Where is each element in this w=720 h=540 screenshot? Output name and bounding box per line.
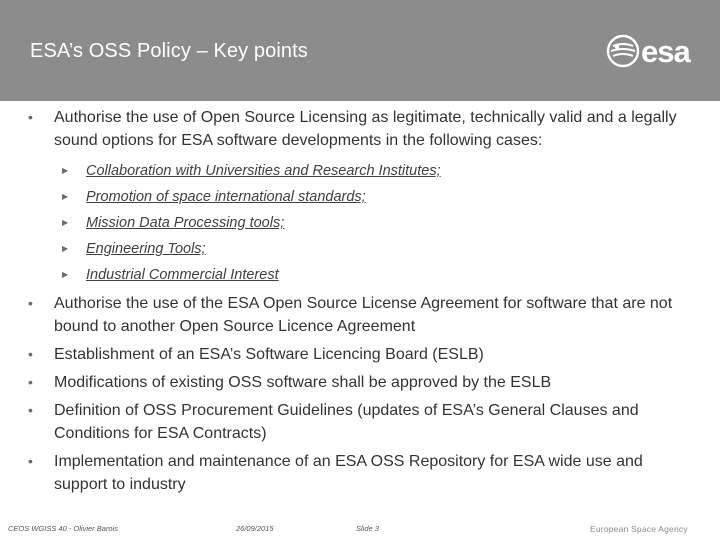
bullet-icon: • [28,374,33,390]
bullet-icon: • [28,109,33,125]
sub-list-item[interactable] [28,210,700,236]
slide-title: ESA’s OSS Policy – Key points [30,40,308,62]
bullet-text: Authorise the use of Open Source Licensing as legitimate, technically valid and a legally sound options for ESA software developments in the following cases: [54,109,677,149]
triangle-bullet-icon: ▶ [62,218,69,227]
bullet-icon: • [28,453,33,469]
bullet-text: Implementation and maintenance of an ESA OSS Repository for ESA wide use and support to industry [54,453,643,493]
sub-item-link[interactable]: Engineering Tools; [86,241,206,257]
slide-header [0,0,720,101]
footer-slide-number: Slide 3 [356,524,379,533]
bullet-text: Definition of OSS Procurement Guidelines (updates of ESA’s General Clauses and Conditions for ESA Contracts) [54,402,639,442]
bullet-icon: • [28,346,33,362]
bullet-text: Authorise the use of the ESA Open Source License Agreement for software that are not bound to another Open Source Licence Agreement [54,295,673,335]
sub-item-link[interactable]: Promotion of space international standards; [86,189,366,205]
sub-list-item[interactable] [28,184,700,210]
bullet-item [28,399,700,445]
triangle-bullet-icon: ▶ [62,270,69,279]
footer-agency: European Space Agency [590,524,688,534]
sub-list-item[interactable] [28,158,700,184]
triangle-bullet-icon: ▶ [62,244,69,253]
esa-globe-icon [606,34,640,68]
esa-logo [606,31,706,71]
sub-list-item[interactable] [28,236,700,262]
sub-item-link[interactable]: Mission Data Processing tools; [86,215,285,231]
sub-list [28,158,700,288]
esa-logo-text: esa [641,33,690,69]
bullet-item [28,450,700,496]
sub-list-item[interactable] [28,262,700,288]
bullet-item [28,292,700,338]
slide-footer [0,524,720,538]
bullet-item [28,371,700,394]
bullet-item [28,106,700,152]
footer-meeting: CEOS WGISS 40 - Olivier Barois [8,524,119,533]
bullet-text: Modifications of existing OSS software shall be approved by the ESLB [54,374,552,391]
bullet-icon: • [28,402,33,418]
sub-item-link[interactable]: Collaboration with Universities and Research Institutes; [86,163,441,179]
triangle-bullet-icon: ▶ [62,192,69,201]
triangle-bullet-icon: ▶ [62,166,69,175]
sub-item-link[interactable]: Industrial Commercial Interest [86,267,279,283]
slide-body [28,106,700,496]
bullet-icon: • [28,295,33,311]
bullet-text: Establishment of an ESA’s Software Licencing Board (ESLB) [54,346,484,363]
footer-date: 26/09/2015 [236,524,274,533]
bullet-item [28,343,700,366]
